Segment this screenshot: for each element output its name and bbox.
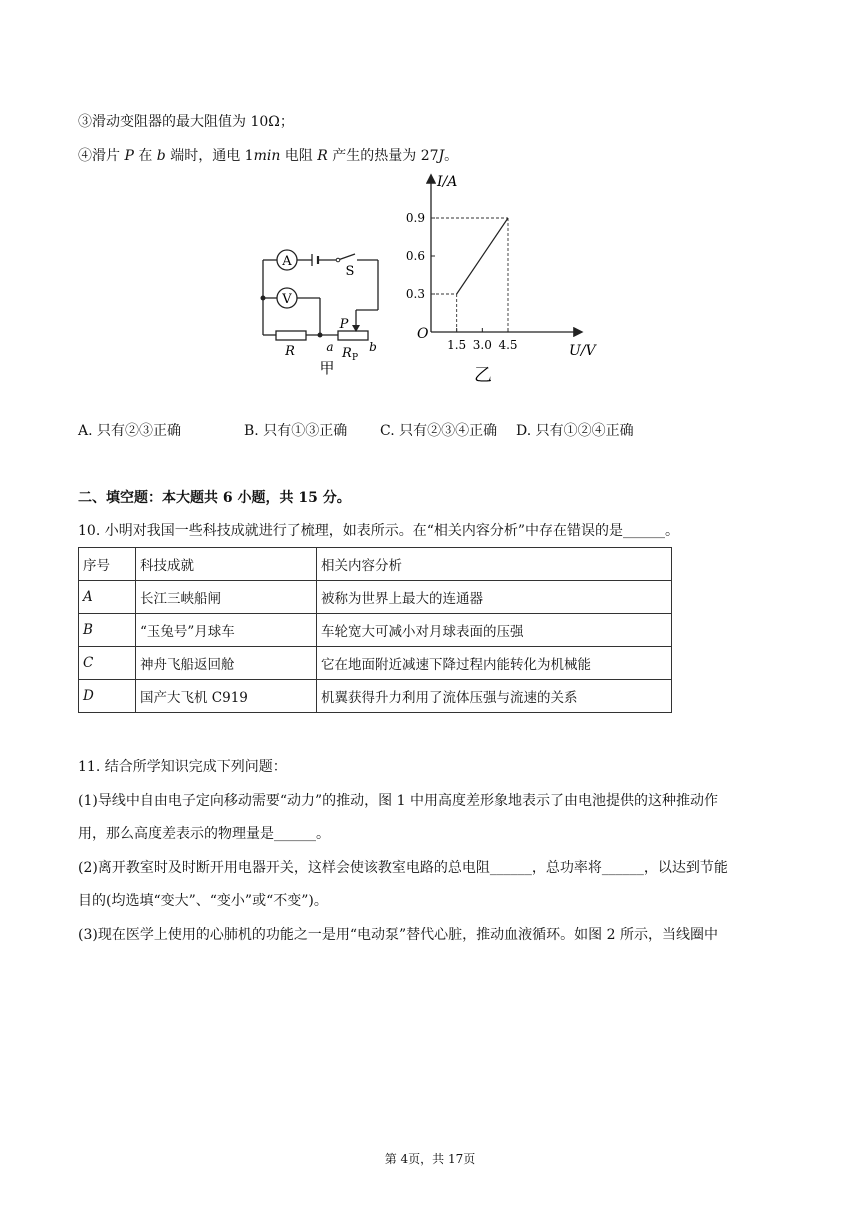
table-cell: 机翼获得升力利用了流体压强与流速的关系 — [317, 680, 672, 713]
y-tick-label: 0.9 — [405, 211, 425, 225]
y-tick-label: 0.3 — [405, 287, 425, 301]
switch-label: S — [345, 264, 355, 279]
rheostat-label: R — [342, 346, 352, 361]
origin-label: O — [417, 326, 429, 342]
x-axis-label: U/V — [569, 343, 596, 359]
y-tick-label: 0.6 — [405, 249, 425, 263]
rheostat-subscript: P — [352, 353, 359, 363]
table-cell: C — [79, 647, 136, 680]
data-line — [457, 218, 508, 294]
end-a-label: a — [326, 340, 334, 354]
achievement-table — [78, 547, 672, 713]
table-cell: A — [79, 581, 136, 614]
table-cell: 国产大飞机 C919 — [136, 680, 317, 713]
option-c[interactable]: C. 只有②③④正确 — [380, 423, 498, 439]
table-cell: B — [79, 614, 136, 647]
page-footer: 第 4页，共 17页 — [384, 1152, 476, 1166]
question-11-part1-line1: (1)导线中自由电子定向移动需要“动力”的推动，图 1 中用高度差形象地表示了由电池提供的这种推动作 — [78, 793, 718, 809]
x-tick-label: 1.5 — [447, 338, 467, 352]
table-cell: 被称为世界上最大的连通器 — [317, 581, 672, 614]
question-10: 10. 小明对我国一些科技成就进行了梳理，如表所示。在“相关内容分析”中存在错误的是______。 — [78, 523, 680, 539]
table-cell: 车轮宽大可减小对月球表面的压强 — [317, 614, 672, 647]
y-axis-label: I/A — [437, 174, 458, 190]
question-11-part2-line2: 目的(均选填“变大”、“变小”或“不变”)。 — [78, 893, 328, 909]
graph-caption: 乙 — [474, 365, 492, 386]
table-cell: 神舟飞船返回舱 — [136, 647, 317, 680]
question-11-part1-line2: 用，那么高度差表示的物理量是______。 — [78, 826, 330, 842]
table-cell: “玉兔号”月球车 — [136, 614, 317, 647]
table-header-cell: 科技成就 — [136, 548, 317, 581]
table-cell: 它在地面附近减速下降过程内能转化为机械能 — [317, 647, 672, 680]
table-row — [79, 614, 672, 647]
question-11-title: 11. 结合所学知识完成下列问题： — [78, 759, 287, 775]
question-11-part2-line1: (2)离开教室时及时断开用电器开关，这样会使该教室电路的总电阻______，总功率将______，以达到节能 — [78, 860, 728, 876]
voltmeter-label: V — [282, 292, 292, 307]
table-header-row — [79, 548, 672, 581]
table-header-cell: 相关内容分析 — [317, 548, 672, 581]
table-row — [79, 647, 672, 680]
ammeter-label: A — [282, 254, 292, 269]
table-cell: 长江三峡船闸 — [136, 581, 317, 614]
option-d[interactable]: D. 只有①②④正确 — [516, 423, 634, 439]
table-cell: D — [79, 680, 136, 713]
option-a[interactable]: A. 只有②③正确 — [78, 423, 182, 439]
rheostat — [338, 331, 368, 340]
statement-4: ④滑片 P 在 b 端时，通电 1min 电阻 R 产生的热量为 27J。 — [78, 148, 459, 164]
answer-options — [78, 420, 778, 440]
section-heading: 二、填空题：本大题共 6 小题，共 15 分。 — [78, 490, 351, 506]
end-b-label: b — [369, 340, 377, 354]
table-header-cell: 序号 — [79, 548, 136, 581]
question-11-part3-line1: (3)现在医学上使用的心肺机的功能之一是用“电动泵”替代心脏，推动血液循环。如图 2 所示，当线圈中 — [78, 927, 718, 943]
resistor-label: R — [285, 344, 295, 359]
table-row — [79, 680, 672, 713]
iu-graph — [395, 166, 615, 388]
circuit-caption: 甲 — [319, 359, 335, 377]
x-tick-label: 3.0 — [472, 338, 492, 352]
option-b[interactable]: B. 只有①③正确 — [244, 423, 348, 439]
table-row — [79, 581, 672, 614]
statement-3: ③滑动变阻器的最大阻值为 10Ω； — [78, 114, 294, 130]
x-tick-label: 4.5 — [498, 338, 518, 352]
slider-label: P — [339, 317, 349, 332]
circuit-diagram — [250, 235, 400, 380]
resistor — [276, 331, 306, 340]
